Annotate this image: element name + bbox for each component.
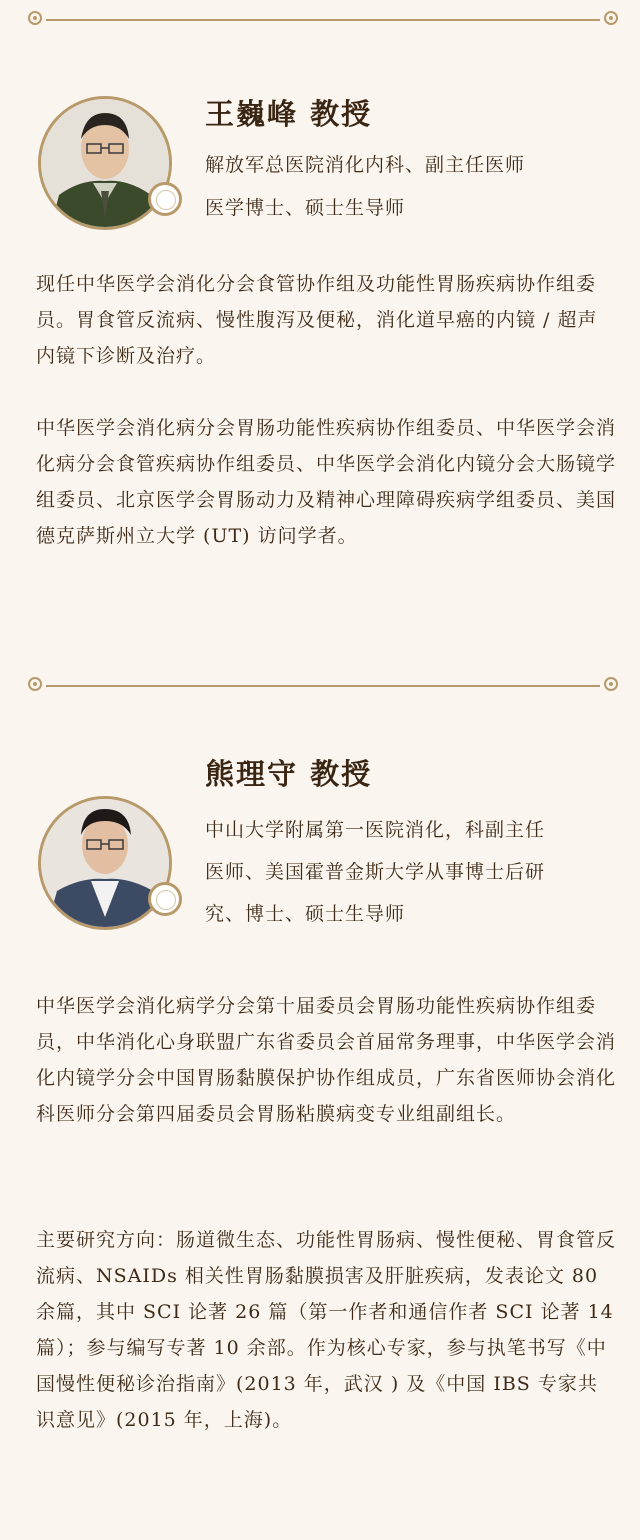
profile-title-line: 中山大学附属第一医院消化，科副主任 xyxy=(205,819,546,841)
ornament-divider-middle xyxy=(28,676,618,696)
divider-line xyxy=(46,19,600,21)
divider-line xyxy=(46,685,600,687)
divider-knob-icon xyxy=(28,677,42,691)
profile-name: 王巍峰 教授 xyxy=(205,97,373,131)
profile-title-line: 解放军总医院消化内科、副主任医师 xyxy=(205,154,526,176)
avatar-badge-icon xyxy=(148,182,182,216)
profile-paragraph: 现任中华医学会消化分会食管协作组及功能性胃肠疾病协作组委员。胃食管反流病、慢性腹泻及便秘，消化道早癌的内镜 / 超声内镜下诊断及治疗。 xyxy=(36,273,598,367)
profile-paragraph: 中华医学会消化病分会胃肠功能性疾病协作组委员、中华医学会消化病分会食管疾病协作组委员、中华医学会消化内镜分会大肠镜学组委员、北京医学会胃肠动力及精神心理障碍疾病学组委员、美国德克萨斯州立大学 (UT) 访问学者。 xyxy=(36,417,617,547)
profile-paragraph: 中华医学会消化病学分会第十届委员会胃肠功能性疾病协作组委员，中华消化心身联盟广东省委员会首届常务理事，中华医学会消化内镜学分会中国胃肠黏膜保护协作组成员，广东省医师协会消化科医师分会第四届委员会胃肠粘膜病变专业组副组长。 xyxy=(36,995,617,1125)
avatar-profile-2 xyxy=(38,780,176,930)
divider-knob-icon xyxy=(604,11,618,25)
profile-paragraph: 主要研究方向：肠道微生态、功能性胃肠病、慢性便秘、胃食管反流病、NSAIDs 相关性胃肠黏膜损害及肝脏疾病，发表论文 80 余篇，其中 SCI 论著 26 篇（第一作者和通信作者 SCI 论著 14 篇）；参与编写专著 10 余部。作为核心专家，参与执笔书写《中国慢性便秘诊治指南》(2013 年，武汉 ) 及《中国 IBS 专家共识意见》(2015 年，上海)。 xyxy=(36,1229,617,1431)
profile-title-line: 究、博士、硕士生导师 xyxy=(205,903,406,925)
divider-knob-icon xyxy=(604,677,618,691)
profile-name: 熊理守 教授 xyxy=(205,757,373,791)
avatar-badge-icon xyxy=(148,882,182,916)
profile-title-line: 医师、美国霍普金斯大学从事博士后研 xyxy=(205,861,546,883)
divider-knob-icon xyxy=(28,11,42,25)
ornament-divider-top xyxy=(28,10,618,30)
profile-title-line: 医学博士、硕士生导师 xyxy=(205,197,406,219)
avatar-profile-1 xyxy=(38,80,176,230)
